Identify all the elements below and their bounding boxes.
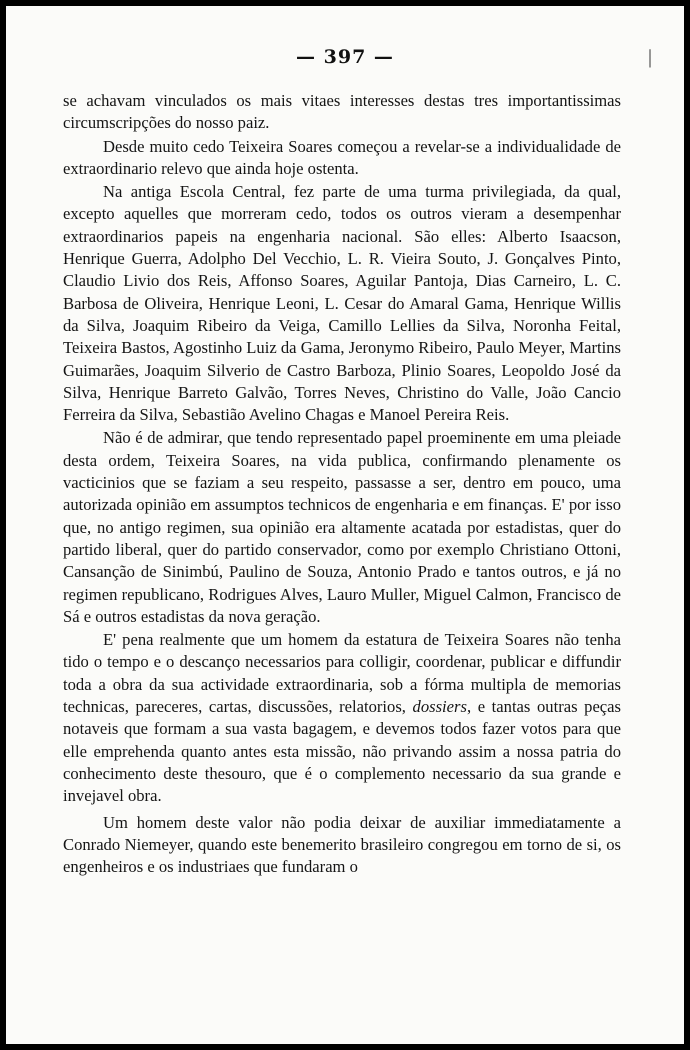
paragraph-escola-central: Na antiga Escola Central, fez parte de uma turma privilegiada, da qual, excepto aquelles que morreram cedo, todos os outros vieram a desempenhar extraordinarios papeis na engenharia nacional. São elles: Alberto Isaacson, Henrique Guerra, Adolpho Del Vecchio, L. R. Vieira Souto, J. Gonçalves Pinto, Claudio Livio dos Reis, Affonso Soares, Aguilar Pantoja, Dias Carneiro, L. C. Barbosa de Oliveira, Henrique Leoni, L. Cesar do Amaral Gama, Henrique Willis da Silva, Joaquim Ribeiro da Veiga, Camillo Lellies da Silva, Noronha Feital, Teixeira Bastos, Agostinho Luiz da Gama, Jeronymo Ribeiro, Paulo Meyer, Martins Guimarães, Joaquim Silverio de Castro Barboza, Plinio Soares, Leopoldo José da Silva, Henrique Barreto Galvão, Torres Neves, Christino do Valle, João Cancio Ferreira da Silva, Sebastião Avelino Chagas e Manoel Pereira Reis.	[63, 182, 621, 425]
document-page	[6, 6, 684, 1044]
paragraph-continuation: se achavam vinculados os mais vitaes interesses destas tres importantissimas circumscripções do nosso paiz.	[63, 91, 621, 133]
body-text	[63, 90, 621, 879]
paragraph-body-of-work-start: E' pena realmente que um homem da estatura de Teixeira Soares não tenha tido o tempo e o descanço necessarios para colligir, coordenar, publicar e diffundir toda a obra da sua actividade extraordinaria, sob a fórma multipla de memorias technicas, pareceres, cartas, discussões, relatorios,	[63, 630, 621, 717]
paragraph-early-career: Desde muito cedo Teixeira Soares começou a revelar-se a individualidade de extraordinario relevo que ainda hoje ostenta.	[63, 136, 621, 178]
paragraph-body-of-work	[63, 629, 621, 807]
paragraph-niemeyer: Um homem deste valor não podia deixar de auxiliar immediatamente a Conrado Niemeyer, quando este benemerito brasileiro congregou em torno de si, os engenheiros e os industriaes que fundaram o	[63, 812, 621, 877]
paragraph-body-of-work-end: , e tantas outras peças notaveis que formam a sua vasta bagagem, e devemos todos fazer votos para que elle emprehenda quanto antes esta missão, não privando assim a nossa patria do conhecimento deste thesouro, que é o complemento necessario da sua grande e invejavel obra.	[63, 697, 621, 806]
page-number: — 397 —	[296, 46, 394, 68]
margin-mark: |	[647, 46, 652, 68]
emphasized-term: dossiers	[412, 697, 467, 717]
paragraph-public-life: Não é de admirar, que tendo representado papel proeminente em uma pleiade desta ordem, Teixeira Soares, na vida publica, confirmando plenamente os vacticinios que se faziam a seu respeito, passasse a ser, dentro em pouco, uma autorizada opinião em assumptos technicos de engenharia e em finanças. E' por isso que, no antigo regimen, sua opinião era altamente acatada por estadistas, quer do partido liberal, quer do partido conservador, como por exemplo Christiano Ottoni, Cansanção de Sinimbú, Paulino de Souza, Antonio Prado e tantos outros, e já no regimen republicano, Rodrigues Alves, Lauro Muller, Miguel Calmon, Francisco de Sá e outros estadistas da nova geração.	[63, 428, 621, 626]
